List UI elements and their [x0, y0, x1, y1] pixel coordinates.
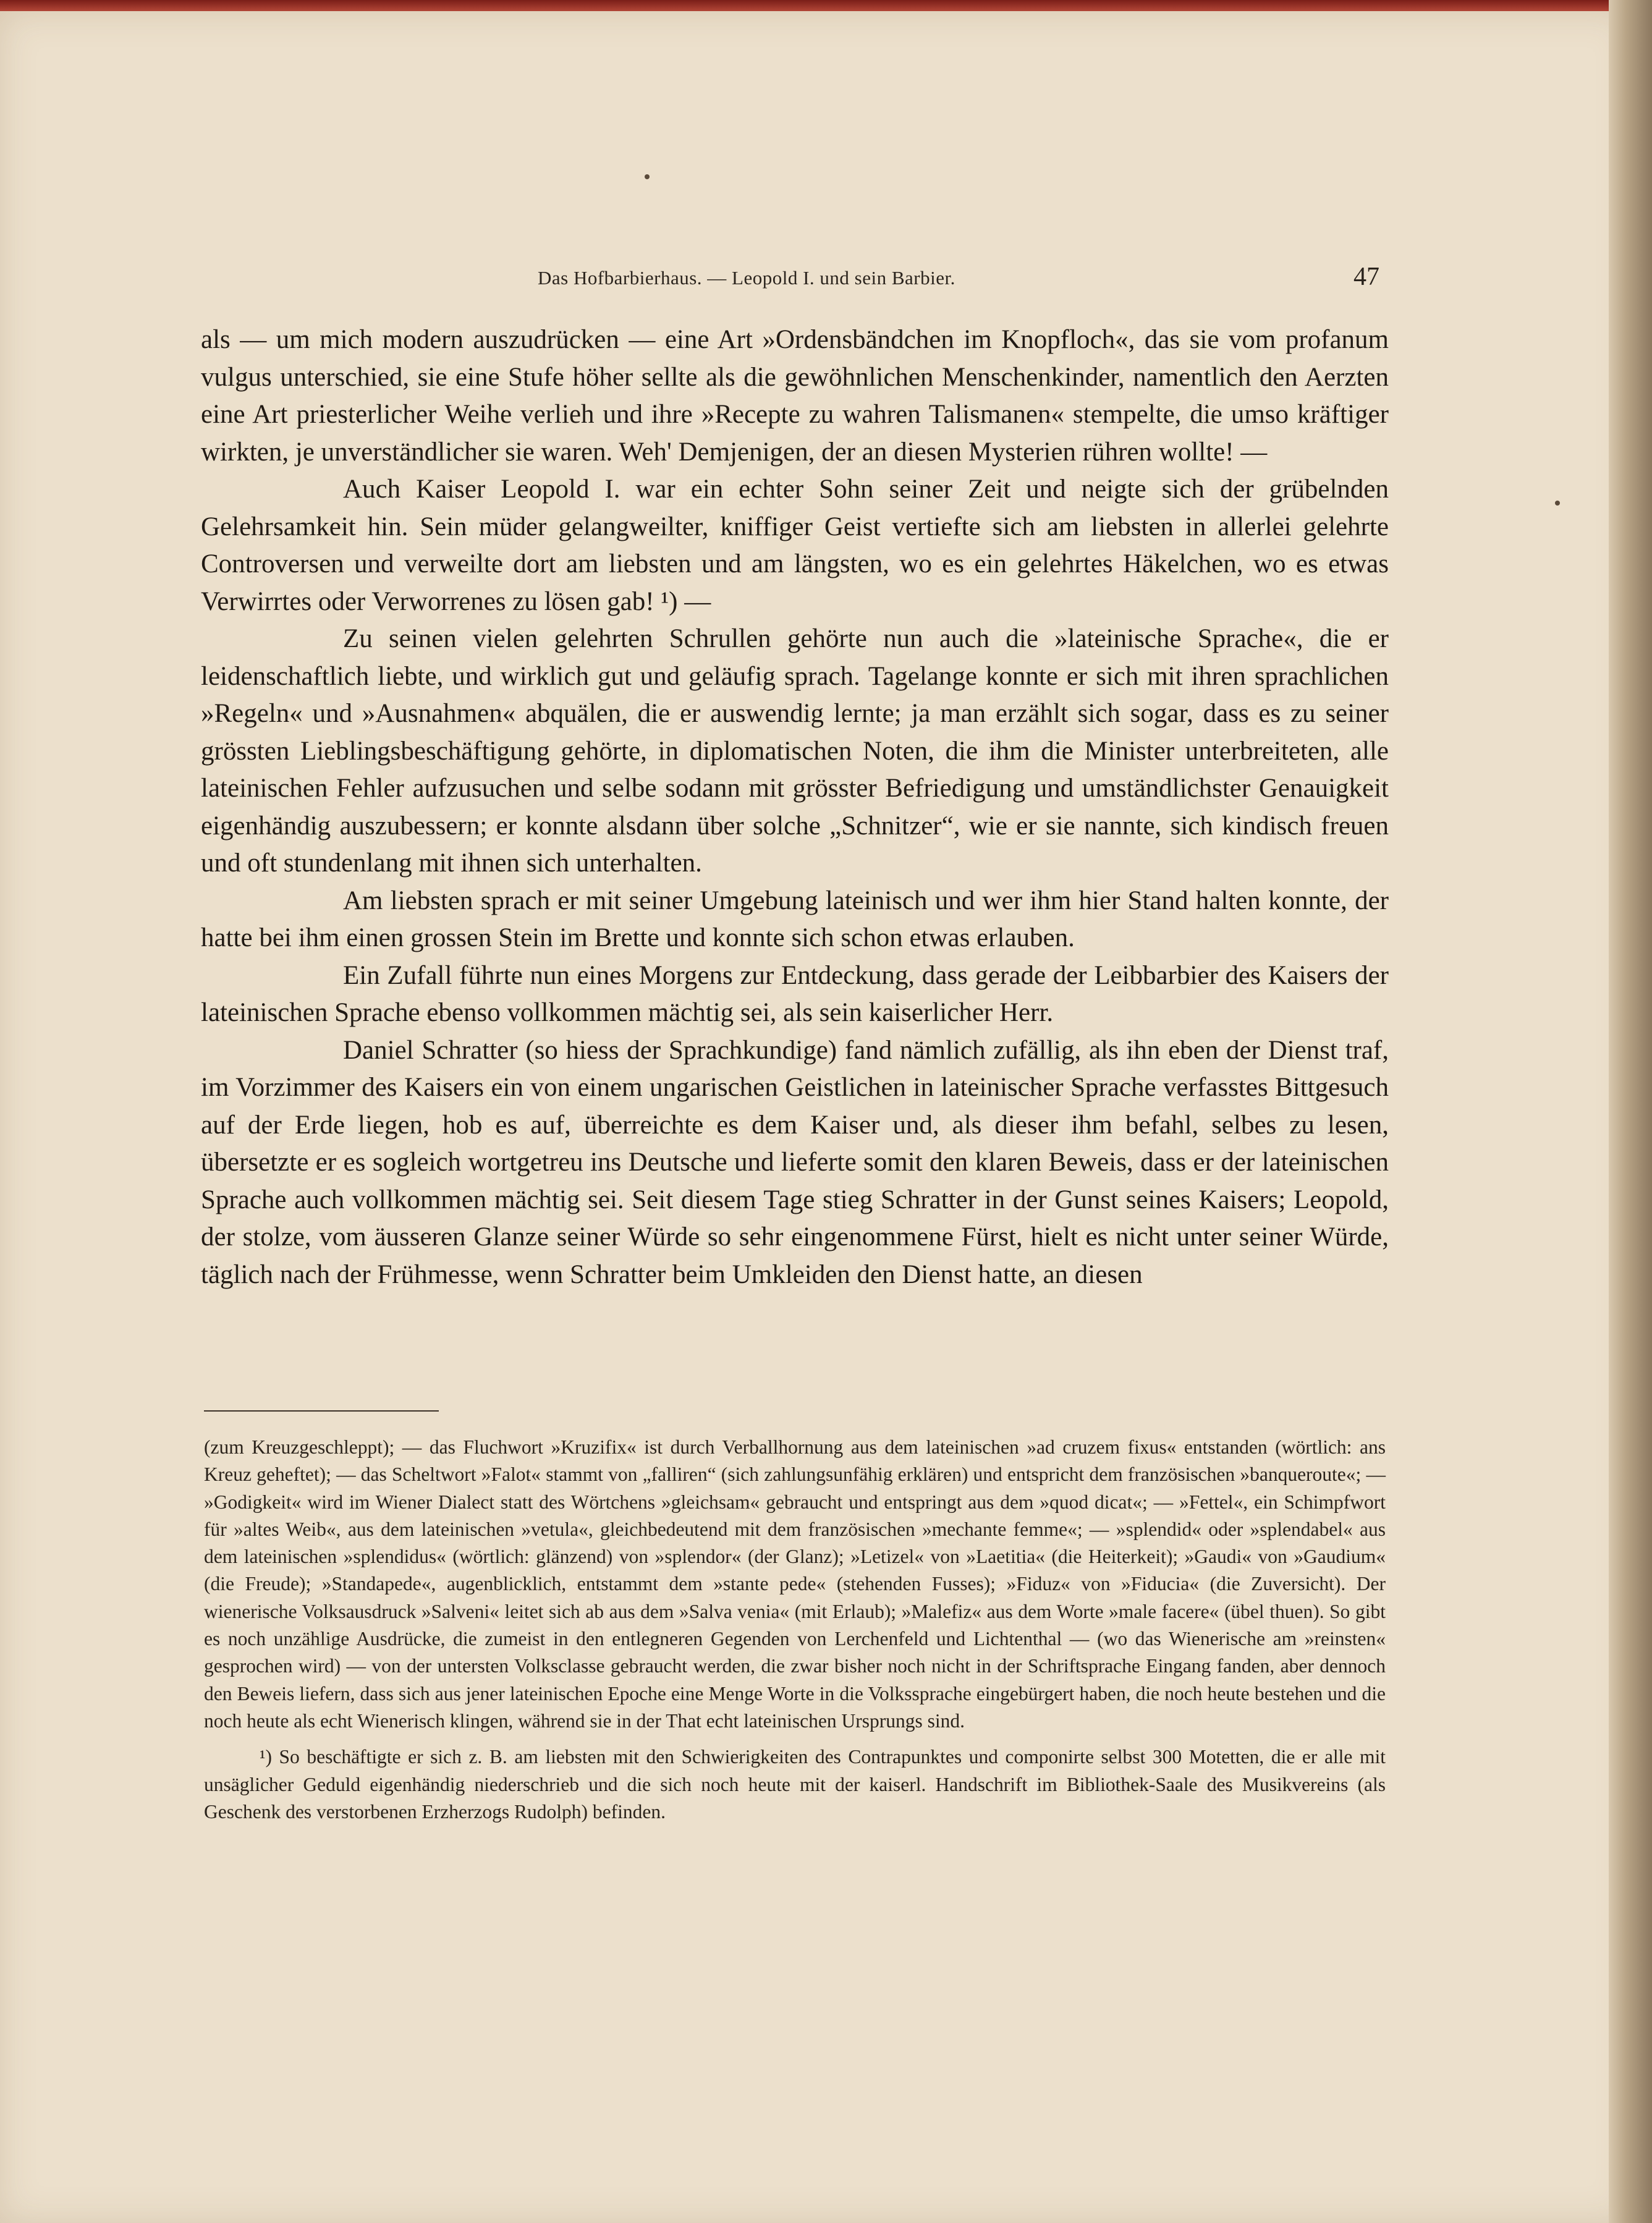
footnote-rule [204, 1410, 439, 1412]
paragraph: Auch Kaiser Leopold I. war ein echter Sohn seiner Zeit und neigte sich der grübelnden Gelehrsamkeit hin. Sein müder gelangweilter, kniffiger Geist vertiefte sich am liebsten in allerlei gelehrte Controversen und verweilte dort am liebsten und am längsten, wo es ein gelehrtes Häkelchen, wo es etwas Verwirrtes oder Verworrenes zu lösen gab! ¹) — [201, 475, 1389, 616]
paragraph: Ein Zufall führte nun eines Morgens zur Entdeckung, dass gerade der Leibbarbier des Kaisers der lateinischen Sprache ebenso vollkommen mächtig sei, als sein kaiserlicher Herr. [201, 960, 1389, 1027]
ink-spot [1555, 501, 1560, 506]
running-head: Das Hofbarbierhaus. — Leopold I. und sein Barbier. [538, 267, 955, 289]
page-right-edge [1609, 0, 1652, 2223]
footnotes [204, 1434, 1386, 1826]
footnote-1: ¹) So beschäftigte er sich z. B. am liebsten mit den Schwierigkeiten des Contrapunktes und componirte selbst 300 Motetten, die er alle mit unsäglicher Geduld eigenhändig niederschrieb und die sich noch heute mit der kaiserl. Handschrift im Bibliothek-Saale des Musikvereins (als Geschenk des verstorbenen Erzherzogs Rudolph) befinden. [204, 1746, 1386, 1823]
ink-spot [645, 174, 650, 179]
main-text [201, 321, 1389, 1294]
paragraph: Am liebsten sprach er mit seiner Umgebung lateinisch und wer ihm hier Stand halten konnte, der hatte bei ihm einen grossen Stein im Brette und konnte sich schon etwas erlauben. [201, 886, 1389, 952]
paragraph: als — um mich modern auszudrücken — eine Art »Ordensbändchen im Knopfloch«, das sie vom profanum vulgus unterschied, sie eine Stufe höher sellte als die gewöhnlichen Menschenkinder, namentlich den Aerzten eine Art priesterlicher Weihe verlieh und ihre »Recepte zu wahren Talismanen« stempelte, die umso kräftiger wirkten, je unverständlicher sie waren. Weh' Demjenigen, der an diesen Mysterien rühren wollte! — [201, 325, 1389, 467]
paragraph: Daniel Schratter (so hiess der Sprachkundige) fand nämlich zufällig, als ihn eben der Dienst traf, im Vorzimmer des Kaisers ein von einem ungarischen Geistlichen in lateinischer Sprache verfasstes Bittgesuch auf der Erde liegen, hob es auf, überreichte es dem Kaiser und, als dieser ihm befahl, selbes zu lesen, übersetzte er es sogleich wortgetreu ins Deutsche und lieferte somit den klaren Beweis, dass er der lateinischen Sprache auch vollkommen mächtig sei. Seit diesem Tage stieg Schratter in der Gunst seines Kaisers; Leopold, der stolze, vom äusseren Glanze seiner Würde so sehr eingenommene Fürst, hielt es nicht unter seiner Würde, täglich nach der Frühmesse, wenn Schratter beim Umkleiden den Dienst hatte, an diesen [201, 1035, 1389, 1289]
page-top-edge [0, 0, 1652, 12]
page-number: 47 [1353, 263, 1379, 291]
paragraph: Zu seinen vielen gelehrten Schrullen gehörte nun auch die »lateinische Sprache«, die er leidenschaftlich liebte, und wirklich gut und geläufig sprach. Tagelange konnte er sich mit ihren sprachlichen »Regeln« und »Ausnahmen« abquälen, die er auswendig lernte; ja man erzählt sich sogar, dass es zu seiner grössten Lieblingsbeschäftigung gehörte, in diplomatischen Noten, die ihm die Minister unterbreiteten, alle lateinischen Fehler aufzusuchen und selbe sodann mit grösster Befriedigung und umständlichster Genauigkeit eigenhändig auszubessern; er konnte alsdann über solche „Schnitzer“, wie er sie nannte, sich kindisch freuen und oft stundenlang mit ihnen sich unterhalten. [201, 624, 1389, 878]
footnote-continued: (zum Kreuzgeschleppt); — das Fluchwort »Kruzifix« ist durch Verballhornung aus dem lateinischen »ad cruzem fixus« entstanden (wörtlich: ans Kreuz geheftet); — das Scheltwort »Falot« stammt von „falliren“ (sich zahlungsunfähig erklären) und entspricht dem französischen »banqueroute«; — »Godigkeit« wird im Wiener Dialect statt des Wörtchens »gleichsam« gebraucht und entspringt aus dem »quod dicat«; — »Fettel«, ein Schimpfwort für »altes Weib«, aus dem lateinischen »vetula«, gleichbedeutend mit dem französischen »mechante femme«; — »splendid« oder »splendabel« aus dem lateinischen »splendidus« (wörtlich: glänzend) von »splendor« (der Glanz); »Letizel« von »Laetitia« (die Heiterkeit); »Gaudi« von »Gaudium« (die Freude); »Standapede«, augenblicklich, entstammt dem »stante pede« (stehenden Fusses); »Fiduz« von »Fiducia« (die Zuversicht). Der wienerische Volksausdruck »Salveni« leitet sich ab aus dem »Salva venia« (mit Erlaub); »Malefiz« aus dem Worte »male facere« (übel thuen). So gibt es noch unzählige Ausdrücke, die zumeist in den entlegneren Gegenden von Lerchenfeld und Lichtenthal — (wo das Wienerische am »reinsten« gesprochen wird) — von der untersten Volksclasse gebraucht werden, die zwar bisher noch nicht in der Schriftsprache Eingang fanden, aber dennoch den Beweis liefern, dass sich aus jener lateinischen Epoche eine Menge Worte in die Volkssprache eingebürgert haben, die noch heute bestehen und die noch heute als echt Wienerisch klingen, während sie in der That echt lateinischen Ursprungs sind. [204, 1436, 1386, 1732]
